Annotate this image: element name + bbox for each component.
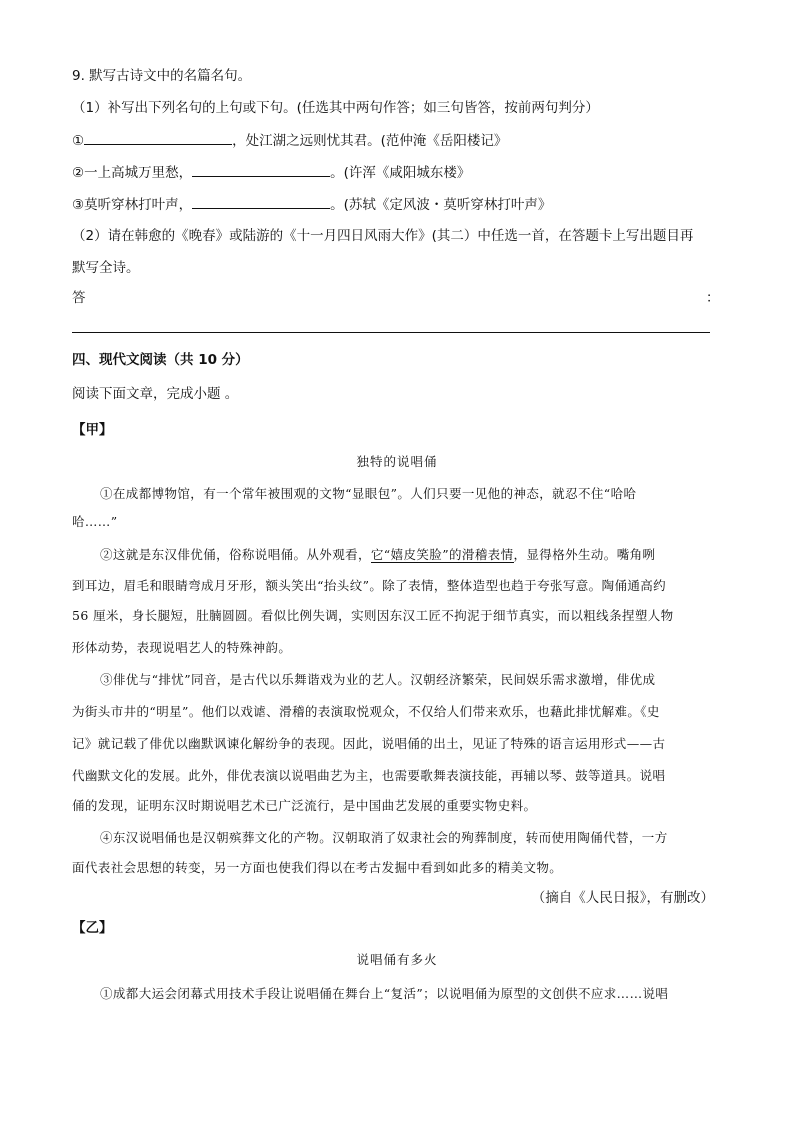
- p2-text-a: ②这就是东汉俳优俑，俗称说唱俑。从外观看，: [100, 547, 371, 562]
- question-9-part1-instruction: （1）补写出下列名句的上句或下句。(任选其中两句作答；如三句皆答，按前两句判分）: [72, 100, 599, 116]
- passage-b-title: 说唱俑有多火: [356, 952, 438, 967]
- passage-a-p3-line2: 为街头市井的“明星”。他们以戏谑、滑稽的表演取悦观众，不仅给人们带来欢乐，也藉此排忧解难。《史: [72, 704, 660, 719]
- question-9-part2-line2: 默写全诗。: [72, 260, 140, 276]
- passage-a-title: 独特的说唱俑: [356, 454, 438, 469]
- passage-a-p3-line4: 代幽默文化的发展。此外，俳优表演以说唱曲艺为主，也需要歌舞表演技能，再辅以琴、鼓等道具。说唱: [72, 768, 666, 783]
- passage-a-p4-line1: ④东汉说唱俑也是汉朝殡葬文化的产物。汉朝取消了奴隶社会的殉葬制度，转而使用陶俑代替，一方: [100, 830, 668, 845]
- passage-a-p4-line2: 面代表社会思想的转变，另一方面也使我们得以在考古发掘中看到如此多的精美文物。: [72, 860, 563, 875]
- underlined-phrase: 它“嬉皮笑脸”的滑稽表情: [370, 547, 514, 562]
- passage-a-p3-line1: ③俳优与“排忧”同音，是古代以乐舞谐戏为业的艺人。汉朝经济繁荣，民间娱乐需求激增，俳优成: [100, 672, 656, 687]
- p2-text-b: ，显得格外生动。嘴角咧: [513, 547, 656, 562]
- question-9-part2-line1: （2）请在韩愈的《晚春》或陆游的《十一月四日风雨大作》(其二）中任选一首，在答题卡上写出题目再: [72, 228, 694, 244]
- question-9-item-1: [72, 130, 507, 151]
- passage-a-p2-line1: [100, 545, 655, 565]
- passage-a-label: 【甲】: [72, 422, 113, 438]
- passage-a-p3-line3: 记》就记载了俳优以幽默讽谏化解纷争的表现。因此，说唱俑的出土，见证了特殊的语言运用形式——古: [72, 736, 666, 751]
- passage-a-p1-line2: 哈……”: [72, 514, 118, 529]
- passage-a-p2-line4: 形体动势，表现说唱艺人的特殊神韵。: [72, 640, 292, 655]
- section-4-instruction: 阅读下面文章，完成小题 。: [72, 386, 239, 402]
- fill-blank-3[interactable]: [192, 194, 330, 209]
- item-2-text: ②一上高城万里愁，: [72, 165, 193, 181]
- passage-a-source: （摘自《人民日报》，有删改）: [531, 890, 714, 906]
- passage-a-p3-line5: 俑的发现，证明东汉时期说唱艺术已广泛流行，是中国曲艺发展的重要实物史料。: [72, 798, 537, 813]
- passage-b-p1-line1: ①成都大运会闭幕式用技术手段让说唱俑在舞台上“复活”；以说唱俑为原型的文创供不应求……说唱: [100, 986, 669, 1001]
- item-3-text: ③莫听穿林打叶声，: [72, 197, 193, 213]
- question-9-title: 9. 默写古诗文中的名篇名句。: [72, 68, 252, 84]
- question-9-item-2: [72, 162, 470, 183]
- passage-b-label: 【乙】: [72, 920, 113, 936]
- answer-line[interactable]: [72, 332, 710, 333]
- passage-a-p1-line1: ①在成都博物馆，有一个常年被围观的文物“显眼包”。人们只要一见他的神态，就忍不住“哈哈: [100, 486, 637, 501]
- fill-blank-1[interactable]: [84, 130, 232, 145]
- fill-blank-2[interactable]: [192, 162, 330, 177]
- passage-a-p2-line3: 56 厘米，身长腿短，肚腩圆圆。看似比例失调，实则因东汉工匠不拘泥于细节真实，而以粗线条捏塑人物: [72, 608, 674, 623]
- item-1-text: ，处江湖之远则忧其君。(范仲淹《岳阳楼记》: [232, 133, 508, 149]
- section-4-heading: 四、现代文阅读（共 10 分）: [72, 352, 249, 368]
- item-1-marker: ①: [72, 133, 85, 149]
- question-9-item-3: [72, 194, 551, 215]
- answer-colon: ：: [706, 290, 720, 306]
- passage-a-p2-line2: 到耳边，眉毛和眼睛弯成月牙形，额头笑出“抬头纹”。除了表情，整体造型也趋于夸张写意。陶俑通高约: [72, 578, 667, 593]
- answer-label: 答: [72, 290, 86, 306]
- item-3-source: 。(苏轼《定风波・莫听穿林打叶声》: [330, 197, 552, 213]
- item-2-source: 。(许浑《咸阳城东楼》: [330, 165, 471, 181]
